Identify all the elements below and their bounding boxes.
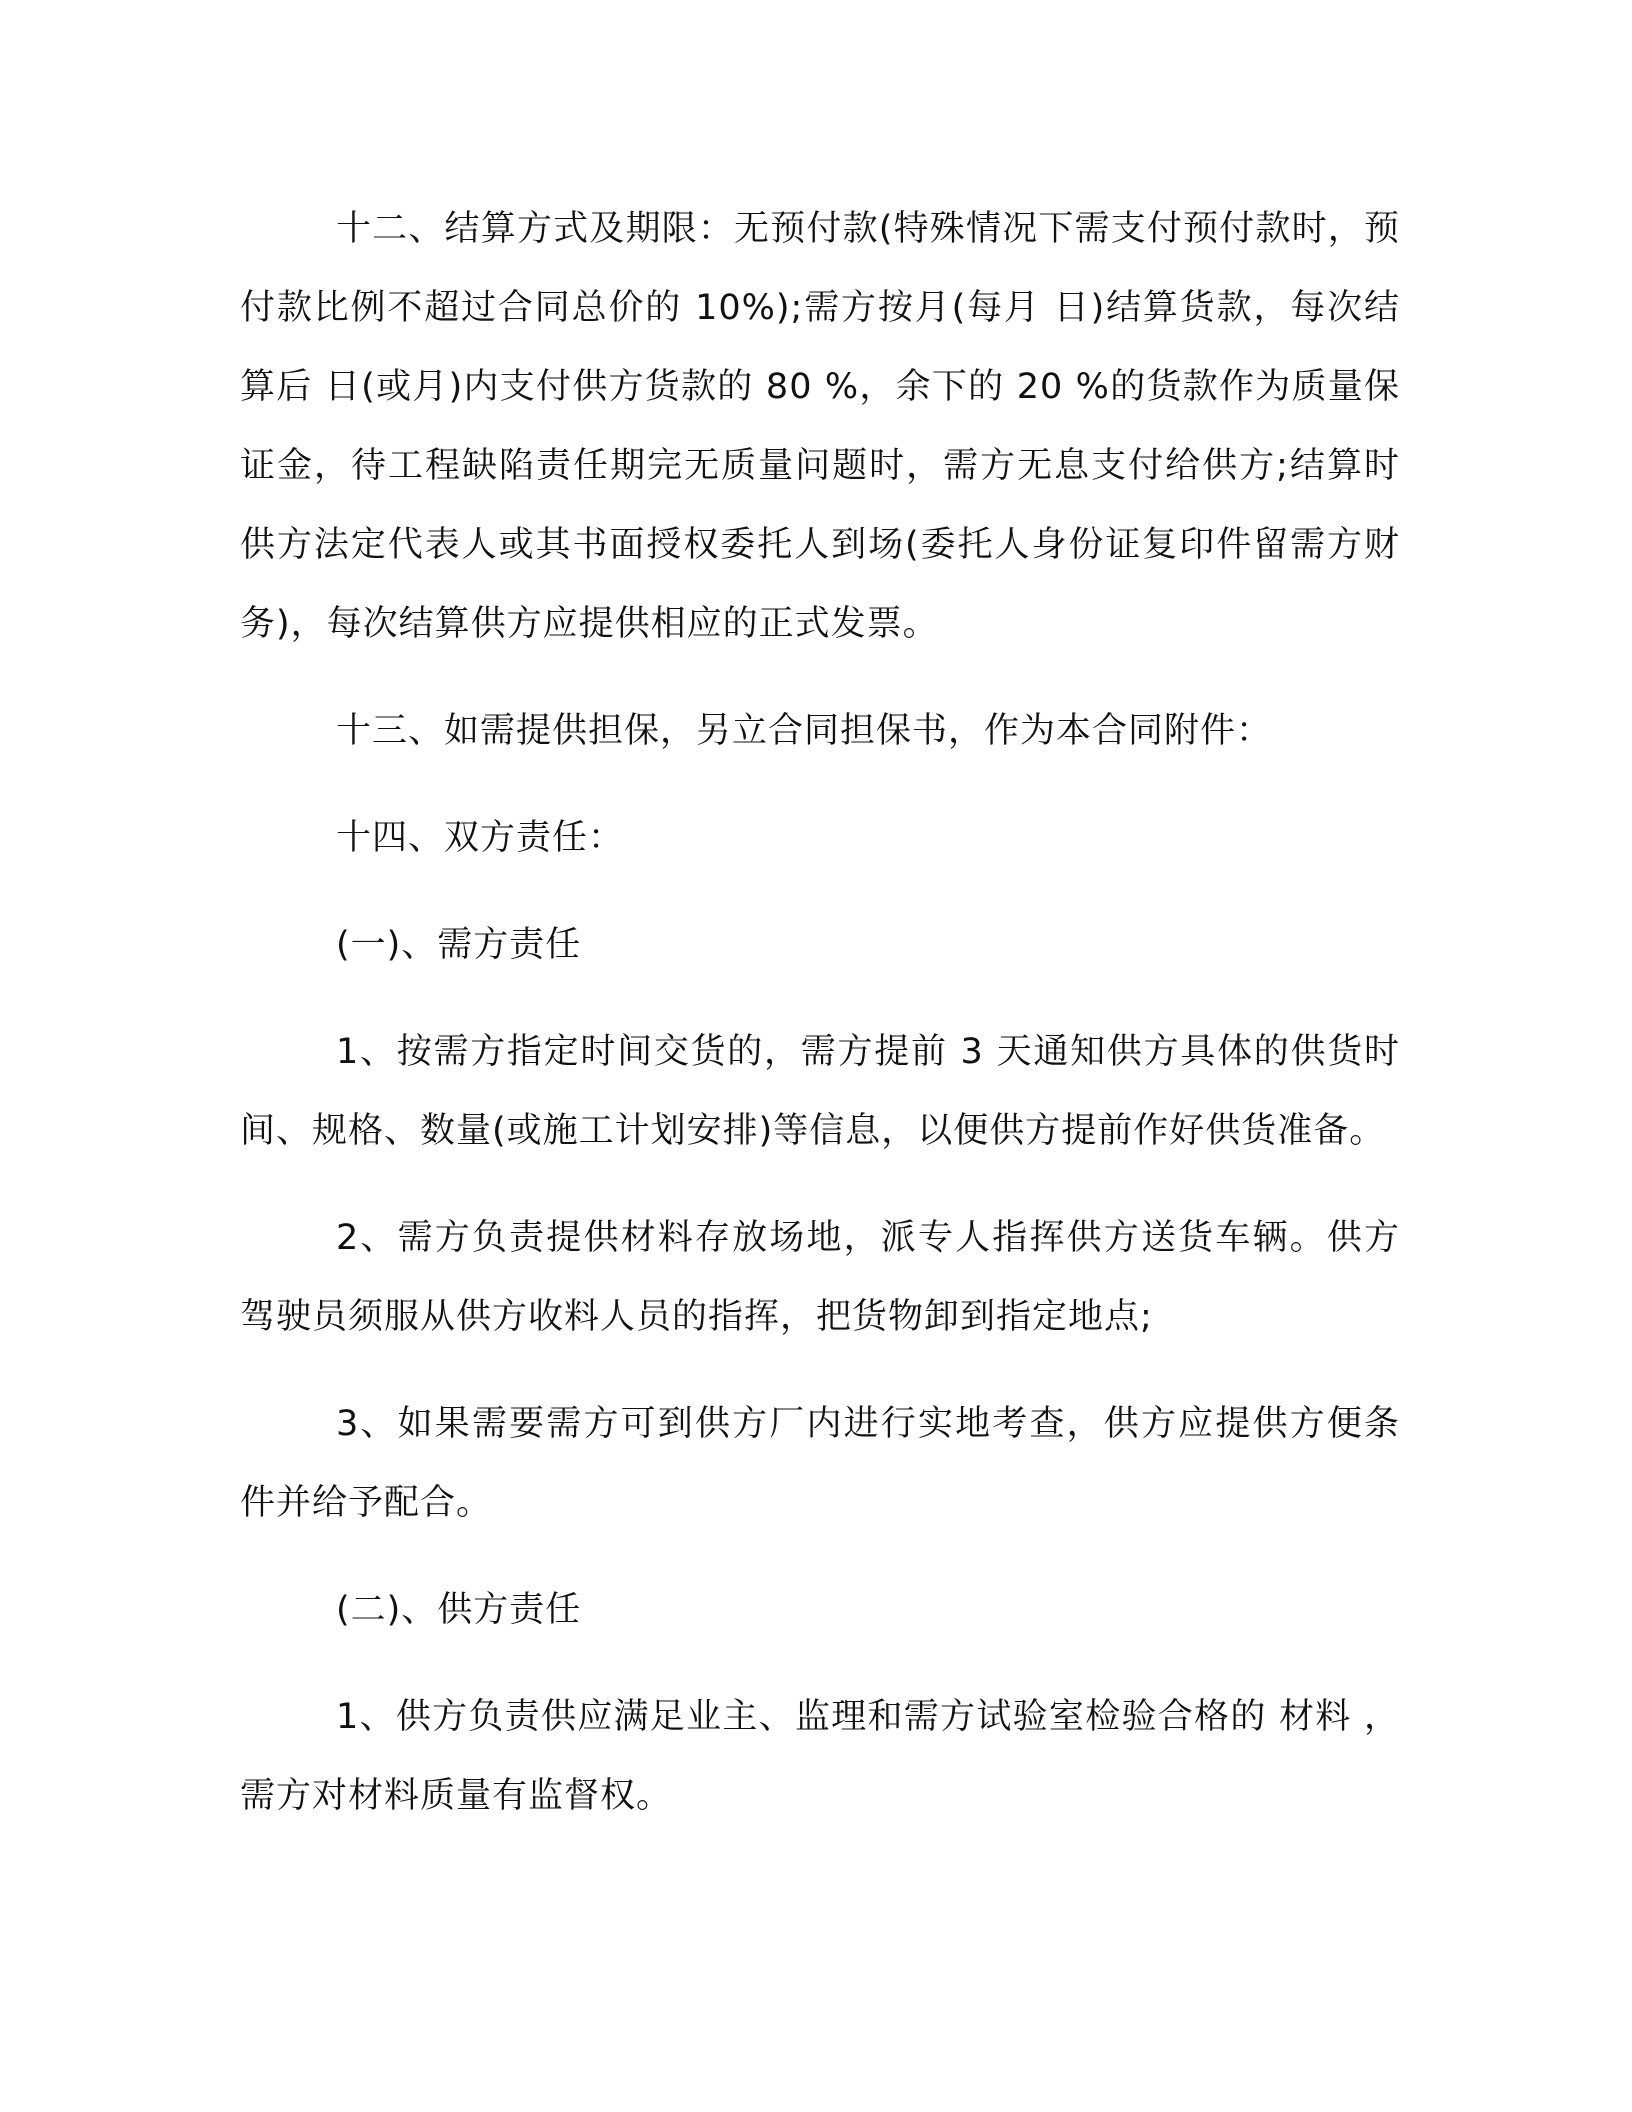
paragraph-settlement-terms: 十二、结算方式及期限：无预付款(特殊情况下需支付预付款时，预付款比例不超过合同总价的 10%);需方按月(每月 日)结算货款，每次结算后 日(或月)内支付供方货款的 80 %，余下的 20 %的货款作为质量保证金，待工程缺陷责任期完无质量问题时，需方无息支付给供方;结算时供方法定代表人或其书面授权委托人到场(委托人身份证复印件留需方财务)，每次结算供方应提供相应的正式发票。 (240, 209, 1400, 644)
paragraph-buyer-responsibilities-heading: (一)、需方责任 (336, 925, 582, 965)
paragraph-buyer-item-3: 3、如果需要需方可到供方厂内进行实地考查，供方应提供方便条件并给予配合。 (240, 1404, 1400, 1523)
paragraph-supplier-responsibilities-heading: (二)、供方责任 (336, 1590, 582, 1630)
paragraph-buyer-item-1: 1、按需方指定时间交货的，需方提前 3 天通知供方具体的供货时间、规格、数量(或施工计划安排)等信息，以便供方提前作好供货准备。 (240, 1032, 1400, 1151)
paragraph-guarantee: 十三、如需提供担保，另立合同担保书，作为本合同附件： (336, 711, 1273, 751)
paragraph-supplier-item-1: 1、供方负责供应满足业主、监理和需方试验室检验合格的 材料 ，需方对材料质量有监督权。 (240, 1697, 1400, 1816)
document-page (240, 190, 1400, 1864)
paragraph-responsibilities-heading: 十四、双方责任： (336, 818, 625, 858)
paragraph-buyer-item-2: 2、需方负责提供材料存放场地，派专人指挥供方送货车辆。供方驾驶员须服从供方收料人员的指挥，把货物卸到指定地点; (240, 1218, 1400, 1337)
